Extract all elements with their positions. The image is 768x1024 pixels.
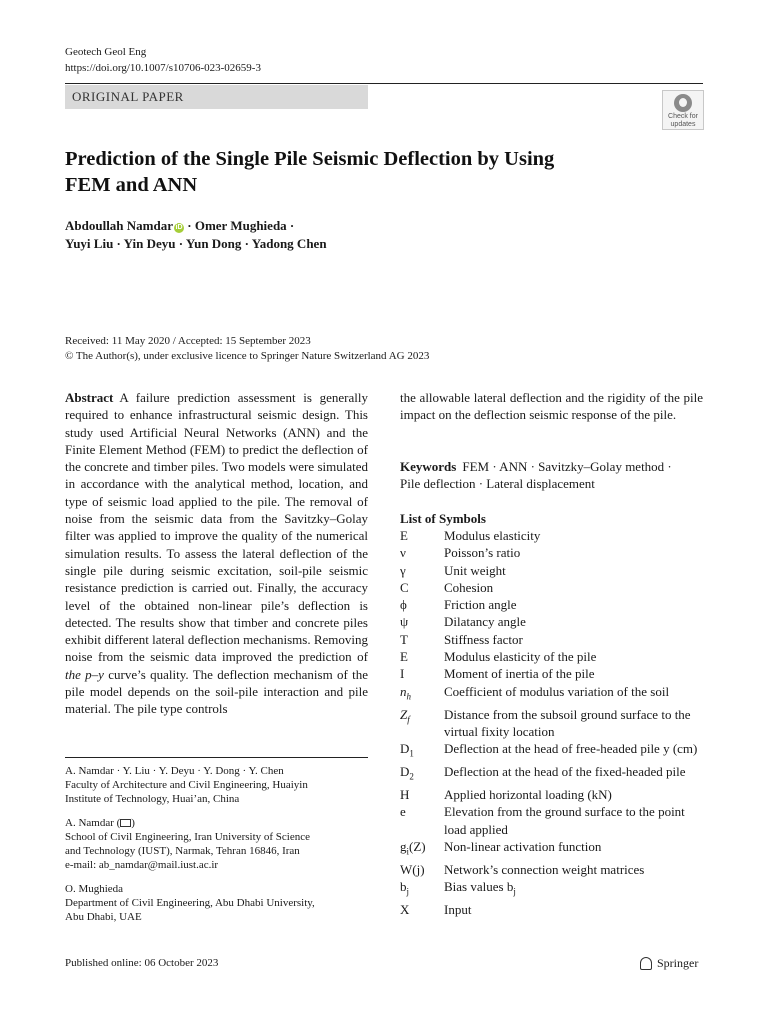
check-for-updates-button[interactable]: Check for updates [662,90,704,130]
symbol-row [400,579,703,596]
abstract: Abstract A failure prediction assessment is generally required to enhance infrastructural seismic design. This study used Artificial Neural Networks (ANN) and the Finite Element Method (FEM) to predict the deflection of the concrete and timber piles. Two models were simulated in accordance with the analytical method, location, and type of seismic load applied to the pile. The removal of noise from the seismic data from the Savitzky–Golay filter was applied to improve the quality of the numerical simulation results. To assess the lateral deflection of the single pile during seismic excitation, soil-pile seismic resistance prediction is carried out. Finally, the accuracy level of the obtained non-linear pile’s deflection is detected. The results show that timber and concrete piles exhibit different lateral deflection mechanisms. Removing noise from the seismic data improved the prediction of the p–y curve’s quality. The deflection mechanism of the pile model depends on the soil-pile interaction and pile material. The pile type controls [65,390,369,717]
keywords: Keywords FEM · ANN · Savitzky–Golay method · Pile deflection · Lateral displacement [400,459,672,492]
springer-logo: Springer [640,955,698,971]
symbol-description: Distance from the subsoil ground surface to the virtual fixity location [444,706,691,739]
symbol-row [400,648,703,665]
symbol-description: Coefficient of modulus variation of the soil [444,683,670,699]
symbol: X [400,901,410,917]
symbol: I [400,666,405,682]
symbol-description: Deflection at the head of free-headed pile y (cm) [444,741,698,757]
symbol-row [400,665,703,682]
symbol: T [400,631,408,647]
envelope-icon [120,819,131,827]
symbol: ψ [400,614,409,630]
symbols-heading: List of Symbols [400,511,486,526]
symbol-row [400,878,703,901]
symbol-row [400,596,703,613]
check-updates-icon [674,94,692,112]
symbol: ϕ [400,597,407,613]
symbol-description: Bias values $b_j$ [444,879,516,897]
springer-horse-icon [640,957,652,970]
symbol-description: Modulus elasticity of the pile [444,649,597,665]
symbol: e [400,804,406,820]
author-line-2: Yuyi Liu · Yin Deyu · Yun Dong · Yadong Chen [65,236,327,251]
orcid-icon[interactable]: iD [175,224,183,231]
symbol: $D_1$ [400,741,414,759]
symbol: $Z_f$ [400,706,410,725]
abstract-continuation: the allowable lateral deflection and the rigidity of the pile impact on the deflection seismic response of the pile. [400,390,703,423]
symbol-row [400,838,703,861]
symbol-row [400,861,703,878]
symbol-description: Moment of inertia of the pile [444,666,595,682]
affiliation-3: O. Mughieda Department of Civil Engineering, Abu Dhabi University, Abu Dhabi, UAE [65,883,315,923]
symbol-row [400,562,703,579]
received-accepted: Received: 11 May 2020 / Accepted: 15 September 2023 [65,335,311,347]
article-type-badge: ORIGINAL PAPER [65,85,368,109]
symbol: H [400,786,410,802]
doi-link[interactable]: https://doi.org/10.1007/s10706-023-02659-3 [65,62,261,74]
symbol-row [400,901,703,918]
symbol-description: Unit weight [444,562,506,578]
affiliation-2: A. Namdar ( ) School of Civil Engineering, Iran University of Science and Technology (IUST), Narmak, Tehran 16846, Iran e-mail: ab_namdar@mail.iust.ac.ir [65,817,310,871]
symbol-description: Cohesion [444,579,494,595]
keywords-heading: Keywords [400,459,457,474]
header-rule [65,83,703,84]
abstract-heading: Abstract [65,390,114,405]
symbol: W(j) [400,861,425,877]
symbol-row [400,740,703,763]
symbol-row [400,763,703,786]
symbol-row [400,613,703,630]
paper-title: Prediction of the Single Pile Seismic Deflection by Using FEM and ANN [65,148,555,196]
symbol: $g_i(Z)$ [400,838,426,857]
symbol: E [400,649,408,665]
symbol-description: Input [444,901,472,917]
symbol-row [400,803,703,838]
symbol: γ [400,562,406,578]
symbol-row [400,706,703,741]
symbol-row [400,527,703,544]
footnote-rule [65,757,368,758]
license-note: © The Author(s), under exclusive licence to Springer Nature Switzerland AG 2023 [65,350,430,362]
symbol-row [400,544,703,561]
affiliation-1: A. Namdar · Y. Liu · Y. Deyu · Y. Dong · Y. Chen Faculty of Architecture and Civil Engineering, Huaiyin Institute of Technology, Huai’an, China [65,765,308,805]
symbol-row [400,683,703,706]
symbol-description: Friction angle [444,597,517,613]
symbols-list [400,527,703,918]
symbol-description: Dilatancy angle [444,614,526,630]
author-list: Abdoullah Namdar iD · Omer Mughieda · Yuyi Liu · Yin Deyu · Yun Dong · Yadong Chen [65,217,565,253]
symbol-description: Non-linear activation function [444,838,602,854]
symbol-description: Deflection at the head of the fixed-headed pile [444,764,686,780]
symbol-description: Elevation from the ground surface to the point load applied [444,804,685,837]
symbol-row [400,631,703,648]
symbol: E [400,528,408,543]
author-namdar[interactable]: Abdoullah Namdar [65,218,173,233]
article-dates [65,334,429,364]
journal-name: Geotech Geol Eng [65,46,147,58]
symbol: ν [400,545,406,561]
symbol-description: Network’s connection weight matrices [444,861,645,877]
symbol-description: Poisson’s ratio [444,545,521,561]
published-online: Published online: 06 October 2023 [65,957,219,969]
symbol-description: Applied horizontal loading (kN) [444,786,612,802]
symbol: C [400,579,409,595]
symbol: $b_j$ [400,879,410,897]
affiliations [65,764,368,934]
symbol-description: Stiffness factor [444,631,523,647]
symbol: $n_h$ [400,683,411,702]
email-link[interactable]: e-mail: ab_namdar@mail.iust.ac.ir [65,859,219,871]
symbol-description: Modulus elasticity [444,528,541,543]
journal-header [65,44,261,76]
symbol: $D_2$ [400,764,414,782]
symbol-row [400,786,703,803]
